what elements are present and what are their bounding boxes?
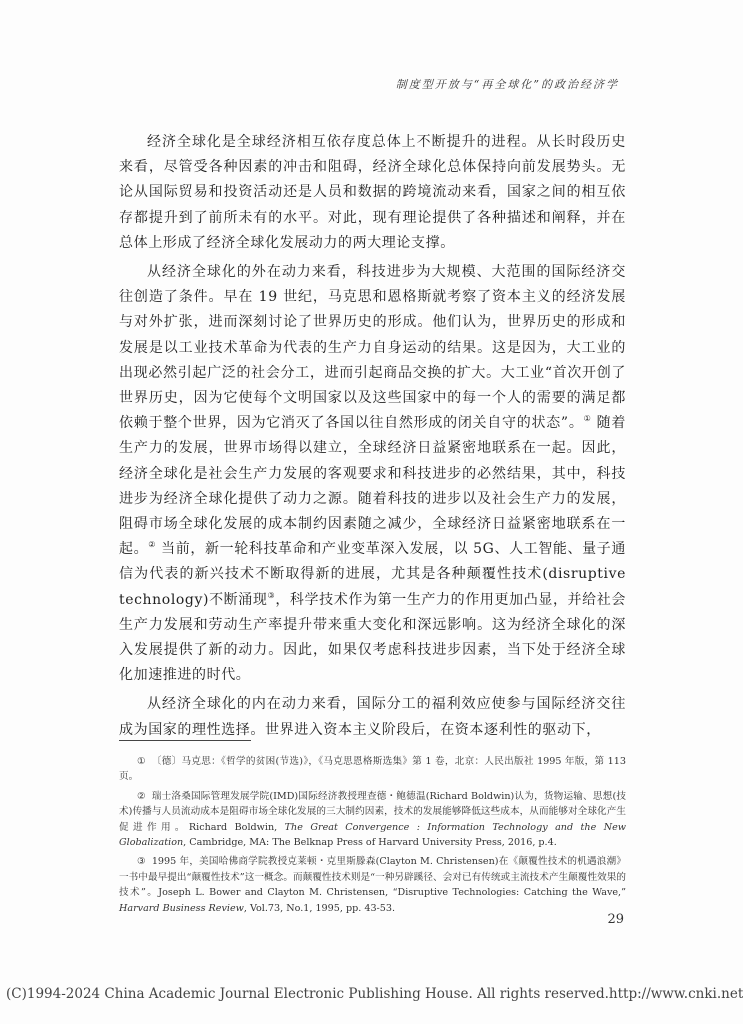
paragraph-2-part-a: 从经济全球化的外在动力来看，科技进步为大规模、大范围的国际经济交往创造了条件。早在 19 世纪，马克思和恩格斯就考察了资本主义的经济发展与对外扩张，进而深刻讨论了世界历史的形成。他们认为，世界历史的形成和发展是以工业技术革命为代表的生产力自身运动的结果。这是因为，大工业的出现必然引起广泛的社会分工，进而引起商品交换的扩大。大工业“首次开创了世界历史，因为它使每个文明国家以及这些国家中的每一个人的需要的满足都依赖于整个世界，因为它消灭了各国以往自然形成的闭关自守的状态”。 [119, 264, 626, 432]
footnote-ref-3[interactable]: ③ [267, 590, 276, 600]
footnote-mark: ② [137, 790, 146, 802]
footnote-ref-2[interactable]: ② [148, 540, 157, 550]
cnki-link[interactable]: http://www.cnki.net [608, 986, 743, 1002]
footnote-text: 〔德〕马克思：《哲学的贫困(节选)》，《马克思恩格斯选集》第 1 卷，北京：人民出版社 1995 年版，第 113 页。 [119, 756, 626, 783]
running-head: 制度型开放与“再全球化”的政治经济学 [395, 78, 619, 91]
footnote-3 [119, 854, 626, 916]
footnote-ref-1[interactable]: ① [583, 414, 592, 424]
paragraph-1: 经济全球化是全球经济相互依存度总体上不断提升的进程。从长时段历史来看，尽管受各种因素的冲击和阻碍，经济全球化总体保持向前发展势头。无论从国际贸易和投资活动还是人员和数据的跨境流动来看，国家之间的相互依存都提升到了前所未有的水平。对此，现有理论提供了各种描述和阐释，并在总体上形成了经济全球化发展动力的两大理论支撑。 [119, 134, 626, 251]
footnote-text: 1995 年，美国哈佛商学院教授克莱顿・克里斯滕森(Clayton M. Christensen)在《颠覆性技术的机遇浪潮》一书中最早提出“颠覆性技术”这一概念。而颠覆性技术则是“一种另辟蹊径、会对已有传统或主流技术产生颠覆性效果的技术”。Joseph L. Bower and Clayton M. Christensen, “Disruptive Technologies: Catching the Wave,” [119, 856, 626, 899]
footnote-mark: ① [137, 756, 146, 767]
footnotes [119, 754, 626, 920]
footnote-divider [119, 740, 251, 741]
footnote-1 [119, 754, 626, 785]
copyright-notice: (C)1994-2024 China Academic Journal Electronic Publishing House. All rights reserved. [6, 986, 609, 1002]
footnote-journal-title: Harvard Business Review [119, 902, 244, 914]
page-number: 29 [607, 912, 624, 927]
footnote-text: 瑞士洛桑国际管理发展学院(IMD)国际经济教授理查德・鲍德温(Richard Boldwin)认为，货物运输、思想(技术)传播与人员流动成本是阻碍市场全球化发展的三大制约因素，技术的发展能够降低这些成本，从而能够对全球化产生促进作用。Richard Boldwin, [119, 790, 626, 833]
footnote-text-end: , Cambridge, MA: The Belknap Press of Harvard University Press, 2016, p.4. [183, 837, 557, 849]
footnote-2 [119, 789, 626, 851]
paragraph-2 [119, 260, 626, 688]
paragraph-2-part-d: ，科学技术作为第一生产力的作用更加凸显，并给社会生产力发展和劳动生产率提升带来重大变化和深远影响。这为经济全球化的深入发展提供了新的动力。因此，如果仅考虑科技进步因素，当下处于经济全球化加速推进的时代。 [119, 591, 626, 684]
copyright-footer [6, 986, 743, 1002]
footnote-text-end: , Vol.73, No.1, 1995, pp. 43-53. [243, 902, 396, 914]
paragraph-3: 从经济全球化的内在动力来看，国际分工的福利效应使参与国际经济交往成为国家的理性选择。世界进入资本主义阶段后，在资本逐利性的驱动下， [119, 696, 626, 738]
paragraph-2-part-c: 当前，新一轮科技革命和产业变革深入发展，以 5G、人工智能、量子通信为代表的新兴技术不断取得新的进展，尤其是各种颠覆性技术(disruptive technology)不断涌现 [119, 541, 627, 608]
paragraph-2-part-b: 随着生产力的发展，世界市场得以建立，全球经济日益紧密地联系在一起。因此，经济全球化是社会生产力发展的客观要求和科技进步的必然结果，其中，科技进步为经济全球化提供了动力之源。随着科技的进步以及社会生产力的发展，阻碍市场全球化发展的成本制约因素随之减少，全球经济日益紧密地联系在一起。 [119, 415, 626, 558]
main-body [119, 130, 626, 743]
footnote-mark: ③ [137, 856, 146, 868]
footnote-book-title: The Great Convergence : Information Technology and the New Globalization [119, 821, 626, 849]
